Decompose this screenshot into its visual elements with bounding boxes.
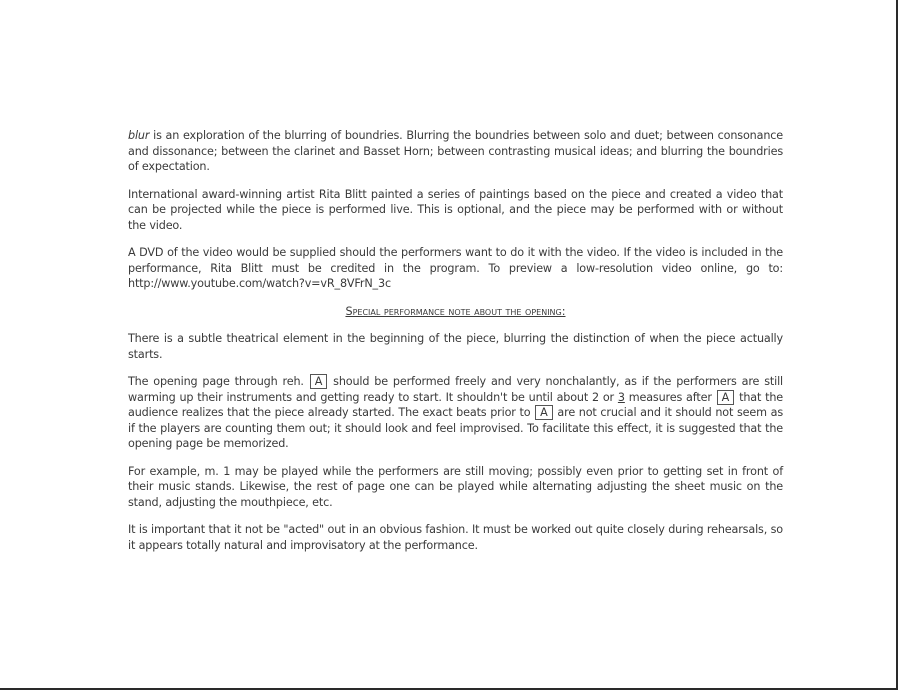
opening-text-2: should be performed freely and very nonchalantly, as if the performers are still warming up their instruments and getting ready to start. It shouldn't be until about 2 or bbox=[128, 375, 783, 404]
document-body bbox=[128, 128, 783, 565]
opening-text-4: that the audience realizes that the piece already started. The exact beats prior to bbox=[128, 390, 783, 419]
opening-text-5: are not crucial and it should not seem as if the players are counting them out; it should look and feel improvised. To facilitate this effect, it is suggested that the opening page be memorized. bbox=[128, 406, 783, 450]
opening-text-1: The opening page through reh. bbox=[128, 375, 309, 388]
paragraph-intro bbox=[128, 128, 783, 175]
underlined-number: 3 bbox=[617, 390, 625, 404]
paragraph-dvd: A DVD of the video would be supplied should the performers want to do it with the video. If the video is included in the performance, Rita Blitt must be credited in the program. To preview a low-resolution video online, go to: http://www.youtube.com/watch?v=vR_8VFrN_3c bbox=[128, 246, 783, 290]
section-heading: Special performance note about the opening: bbox=[345, 304, 566, 318]
paragraph-acted: It is important that it not be "acted" out in an obvious fashion. It must be worked out quite closely during rehearsals, so it appears totally natural and improvisatory at the performance. bbox=[128, 523, 783, 552]
paragraph-example: For example, m. 1 may be played while the performers are still moving; possibly even prior to getting set in front of their music stands. Likewise, the rest of page one can be played while alternating adjusting the sheet music on the stand, adjusting the mouthpiece, etc. bbox=[128, 464, 783, 509]
paragraph-opening-page bbox=[128, 374, 783, 452]
rehearsal-mark-a: A bbox=[310, 374, 328, 389]
paragraph-artist: International award-winning artist Rita Blitt painted a series of paintings based on the piece and created a video that can be projected while the piece is performed live. This is optional, and the piece may be performed with or without the video. bbox=[128, 187, 783, 232]
rehearsal-mark-a: A bbox=[535, 405, 553, 420]
title-word-blur: blur bbox=[128, 129, 150, 142]
paragraph-intro-text: is an exploration of the blurring of boundries. Blurring the boundries between solo and duet; between consonance and dissonance; between the clarinet and Basset Horn; between contrasting musical ideas; and blurring the boundries of expectation. bbox=[128, 129, 783, 173]
paragraph-theatrical: There is a subtle theatrical element in the beginning of the piece, blurring the distinction of when the piece actually starts. bbox=[128, 332, 783, 361]
rehearsal-mark-a: A bbox=[717, 390, 735, 405]
opening-text-3: measures after bbox=[624, 390, 716, 404]
